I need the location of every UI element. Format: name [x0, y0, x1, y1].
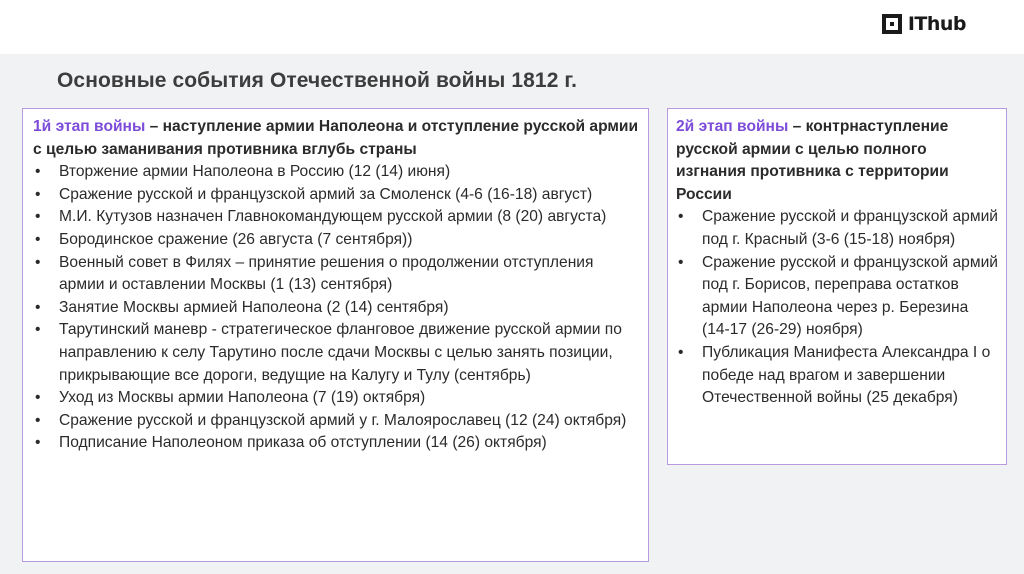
- stage1-list: [33, 161, 640, 455]
- logo-text: IThub: [907, 13, 966, 35]
- list-item: • Занятие Москвы армией Наполеона (2 (14) сентября): [33, 297, 640, 320]
- list-item: • Уход из Москвы армии Наполеона (7 (19) октября): [33, 387, 640, 410]
- stage1-heading: [33, 116, 640, 161]
- stage1-box: [22, 108, 649, 562]
- stage2-label: 2й этап войны: [676, 118, 789, 135]
- list-item: • Вторжение армии Наполеона в Россию (12 (14) июня): [33, 161, 640, 184]
- ithub-logo: [882, 13, 966, 35]
- list-item: • Публикация Манифеста Александра I о победе над врагом и завершении Отечественной войны (25 декабря): [676, 342, 998, 410]
- stage2-heading-text: – контрнаступление русской армии с целью полного изгнания противника с территории России: [676, 118, 949, 203]
- page-title: Основные события Отечественной войны 1812 г.: [57, 69, 578, 92]
- list-item: • Тарутинский маневр - стратегическое фланговое движение русской армии по направлению к селу Тарутино после сдачи Москвы с целью занять позиции, прикрывающие все дороги, ведущие на Калугу и Тулу (сентябрь): [33, 319, 640, 387]
- ithub-logo-icon: [882, 14, 902, 34]
- list-item: • Военный совет в Филях – принятие решения о продолжении отступления армии и оставлении Москвы (1 (13) сентября): [33, 252, 640, 297]
- list-item: • Бородинское сражение (26 августа (7 сентября)): [33, 229, 640, 252]
- list-item: • Сражение русской и французской армий под г. Красный (3-6 (15-18) ноября): [676, 206, 998, 251]
- stage2-heading: [676, 116, 998, 206]
- list-item: • Подписание Наполеоном приказа об отступлении (14 (26) октября): [33, 432, 640, 455]
- top-bar: [0, 0, 1024, 54]
- stage1-label: 1й этап войны: [33, 118, 146, 135]
- stage2-box: [667, 108, 1007, 465]
- list-item: • Сражение русской и французской армий под г. Борисов, переправа остатков армии Наполеона через р. Березина (14-17 (26-29) ноября): [676, 252, 998, 342]
- list-item: • Сражение русской и французской армий за Смоленск (4-6 (16-18) август): [33, 184, 640, 207]
- stage2-list: [676, 206, 998, 409]
- stage1-heading-text: – наступление армии Наполеона и отступление русской армии с целью заманивания противника вглубь страны: [33, 118, 639, 158]
- list-item: • Сражение русской и французской армий у г. Малоярославец (12 (24) октября): [33, 410, 640, 433]
- list-item: • М.И. Кутузов назначен Главнокомандующем русской армии (8 (20) августа): [33, 206, 640, 229]
